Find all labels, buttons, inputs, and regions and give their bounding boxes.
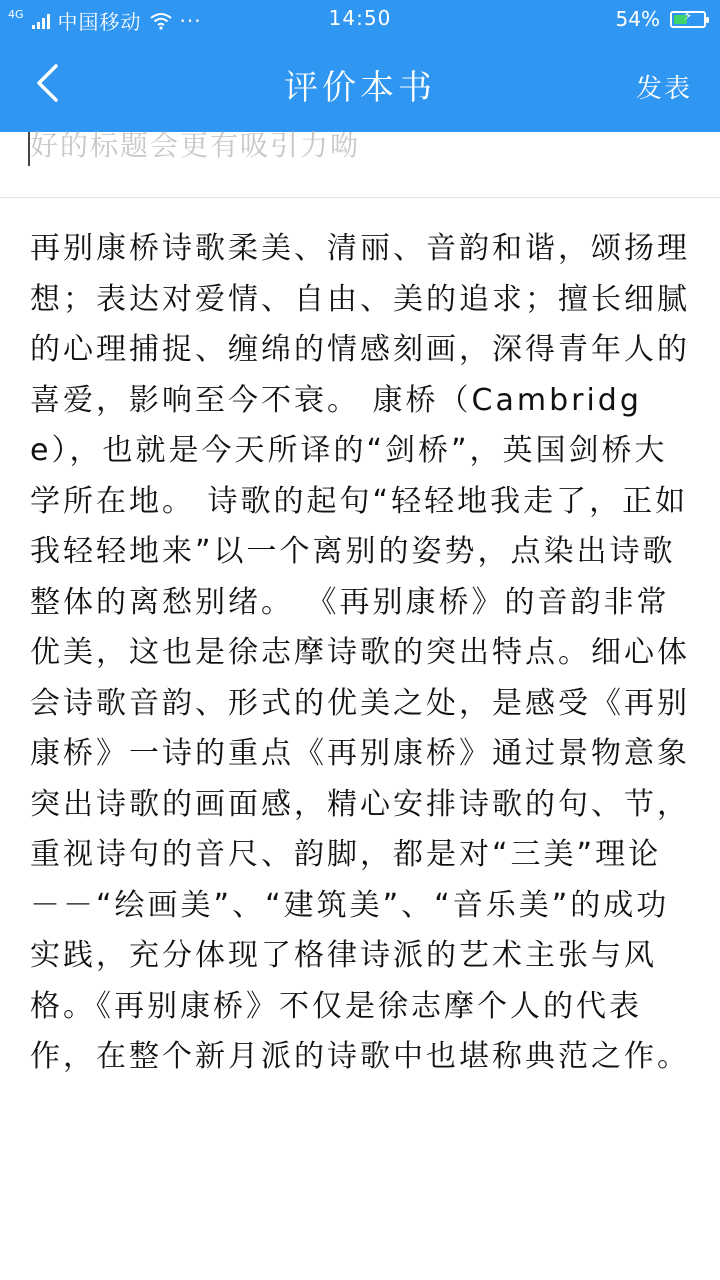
status-time: 14:50 bbox=[328, 6, 392, 30]
app-bar bbox=[0, 36, 720, 132]
review-body-textarea[interactable]: 再别康桥诗歌柔美、清丽、音韵和谐，颂扬理想；表达对爱情、自由、美的追求；擅长细腻的心理捕捉、缠绵的情感刻画，深得青年人的喜爱，影响至今不衰。 康桥（Cambridge），也就是今天所译的“剑桥”，英国剑桥大学所在地。 诗歌的起句“轻轻地我走了，正如我轻轻地来”以一个离别的姿势，点染出诗歌整体的离愁别绪。 《再别康桥》的音韵非常优美，这也是徐志摩诗歌的突出特点。细心体会诗歌音韵、形式的优美之处，是感受《再别康桥》一诗的重点《再别康桥》通过景物意象突出诗歌的画面感，精心安排诗歌的句、节，重视诗句的音尺、韵脚，都是对“三美”理论－－“绘画美”、“建筑美”、“音乐美”的成功实践，充分体现了格律诗派的艺术主张与风格。《再别康桥》不仅是徐志摩个人的代表作，在整个新月派的诗歌中也堪称典范之作。 bbox=[30, 231, 690, 1074]
battery-percent: 54% bbox=[615, 7, 660, 31]
carrier-name: 中国移动 bbox=[57, 10, 142, 34]
review-title-input[interactable] bbox=[0, 129, 720, 198]
publish-button[interactable]: 发表 bbox=[635, 74, 692, 104]
more-indicator: ··· bbox=[179, 8, 202, 33]
network-type: 4G bbox=[8, 8, 24, 21]
status-right bbox=[616, 7, 706, 31]
title-placeholder: 好的标题会更有吸引力呦 bbox=[30, 129, 361, 162]
status-bar bbox=[0, 0, 720, 36]
battery-icon bbox=[670, 8, 706, 28]
charging-icon: ⚡ bbox=[683, 8, 693, 24]
page-title: 评价本书 bbox=[284, 68, 436, 108]
